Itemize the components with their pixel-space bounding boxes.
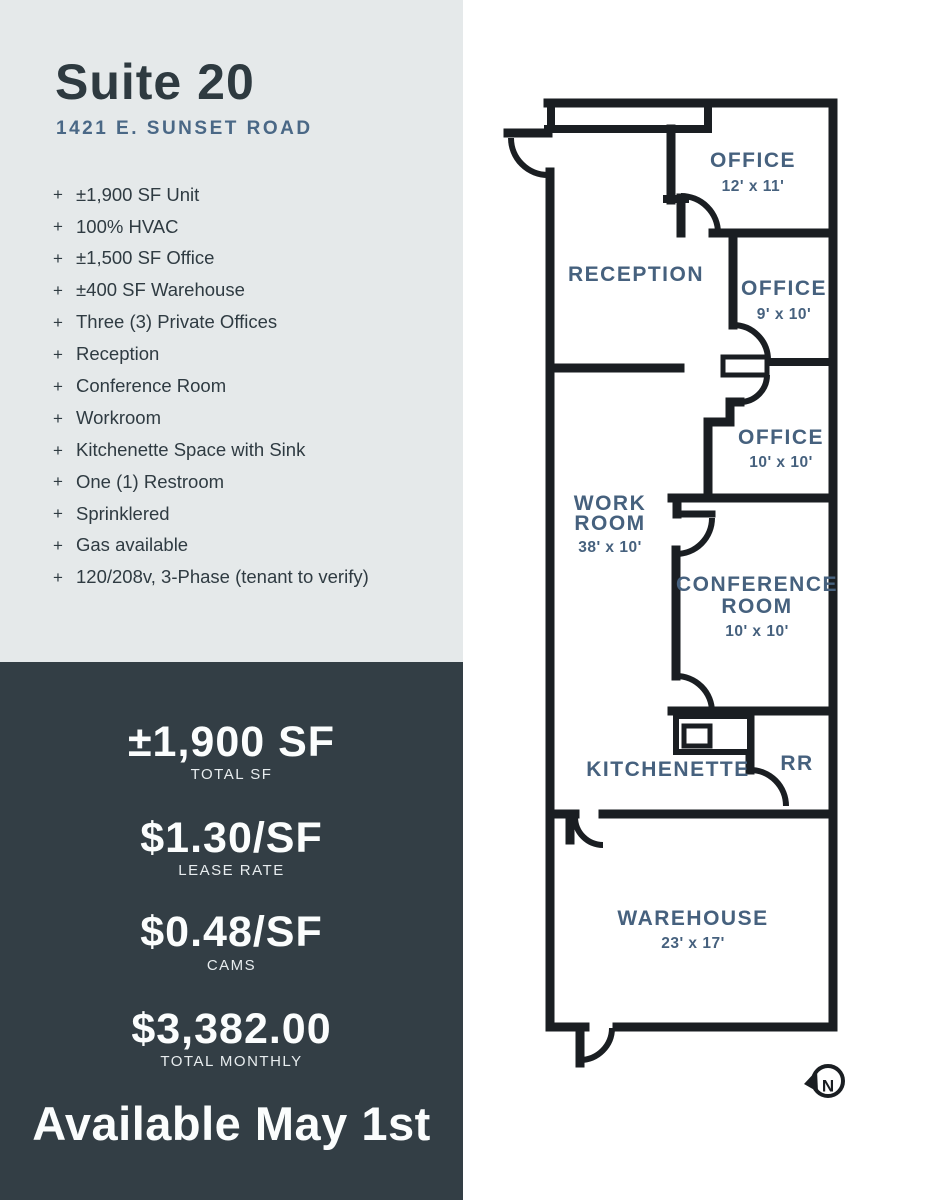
feature-text: One (1) Restroom bbox=[76, 470, 225, 492]
stat-lease-rate-label: LEASE RATE bbox=[178, 862, 285, 879]
room-label-warehouse: WAREHOUSE bbox=[617, 907, 769, 930]
stat-cams-label: CAMS bbox=[206, 957, 257, 974]
stat-total-monthly-value: $3,382.00 bbox=[131, 1005, 332, 1053]
feature-text: Sprinklered bbox=[76, 502, 170, 524]
feature-bullet: + bbox=[53, 185, 63, 205]
kitchenette-sink bbox=[684, 726, 710, 746]
stat-total-monthly-label: TOTAL MONTHLY bbox=[160, 1053, 303, 1070]
feature-bullet: + bbox=[53, 313, 63, 332]
room-label-conference-2: ROOM bbox=[721, 595, 793, 618]
room-label-office1: OFFICE bbox=[710, 149, 796, 172]
feature-text: Reception bbox=[76, 343, 160, 365]
room-label-office2: OFFICE bbox=[741, 277, 827, 300]
feature-text: ±1,500 SF Office bbox=[76, 247, 215, 269]
feature-bullet: + bbox=[53, 344, 63, 364]
stat-total-sf-value: ±1,900 SF bbox=[127, 718, 336, 766]
room-dims-office2: 9' x 10' bbox=[756, 306, 812, 323]
room-dims-conference: 10' x 10' bbox=[725, 623, 789, 640]
feature-bullet: + bbox=[53, 472, 63, 492]
feature-bullet: + bbox=[53, 249, 63, 269]
feature-text: ±1,900 SF Unit bbox=[76, 183, 200, 205]
feature-text: Three (3) Private Offices bbox=[76, 311, 278, 333]
stat-total-sf-label: TOTAL SF bbox=[190, 766, 273, 783]
feature-bullet: + bbox=[53, 376, 63, 396]
feature-text: Workroom bbox=[76, 406, 161, 428]
feature-bullet: + bbox=[53, 281, 63, 301]
room-label-workroom-1: WORK bbox=[573, 492, 647, 515]
room-label-office3: OFFICE bbox=[738, 426, 824, 449]
room-label-workroom-2: ROOM bbox=[574, 512, 646, 535]
feature-bullet: + bbox=[53, 536, 63, 556]
room-dims-office1: 12' x 11' bbox=[721, 178, 785, 195]
feature-bullet: + bbox=[53, 568, 63, 588]
room-dims-workroom: 38' x 10' bbox=[578, 539, 642, 556]
room-dims-warehouse: 23' x 17' bbox=[661, 935, 725, 952]
feature-bullet: + bbox=[53, 504, 63, 524]
feature-text: Conference Room bbox=[76, 375, 227, 397]
feature-bullet: + bbox=[53, 440, 63, 460]
feature-text: ±400 SF Warehouse bbox=[76, 279, 245, 301]
north-label: N bbox=[821, 1076, 835, 1096]
feature-bullet: + bbox=[53, 408, 63, 428]
property-address: 1421 E. SUNSET ROAD bbox=[56, 118, 313, 139]
feature-text: 100% HVAC bbox=[76, 215, 179, 237]
feature-bullet: + bbox=[53, 217, 63, 237]
feature-text: Kitchenette Space with Sink bbox=[76, 438, 306, 460]
availability-banner: Available May 1st bbox=[32, 1097, 431, 1150]
feature-text: Gas available bbox=[76, 534, 189, 556]
room-label-conference-1: CONFERENCE bbox=[675, 573, 839, 596]
room-label-reception: RECEPTION bbox=[567, 263, 705, 286]
stat-lease-rate-value: $1.30/SF bbox=[140, 814, 323, 862]
stat-cams-value: $0.48/SF bbox=[140, 908, 323, 956]
room-label-kitchenette: KITCHENETTE bbox=[586, 758, 750, 781]
feature-text: 120/208v, 3-Phase (tenant to verify) bbox=[76, 566, 369, 588]
door-jamb bbox=[723, 357, 767, 375]
north-arrow-icon bbox=[804, 1066, 843, 1096]
page-title: Suite 20 bbox=[55, 54, 255, 110]
room-dims-office3: 10' x 10' bbox=[749, 454, 813, 471]
room-label-restroom: RR bbox=[780, 752, 814, 775]
